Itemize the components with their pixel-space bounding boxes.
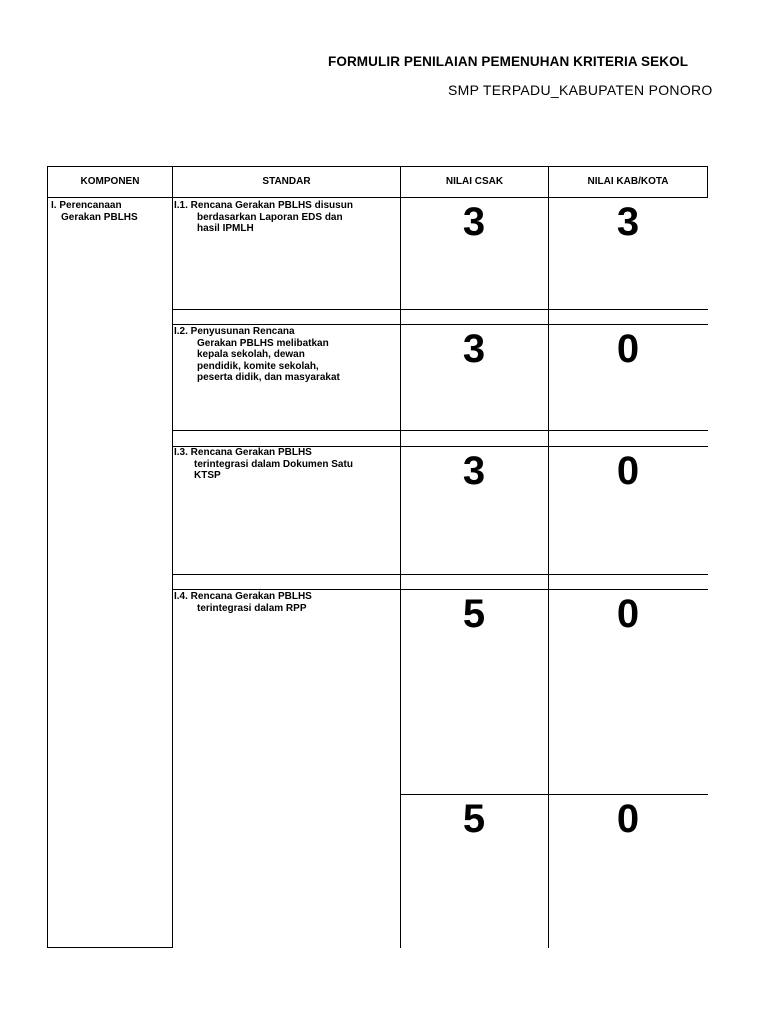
standar-cell-3: I.3. Rencana Gerakan PBLHS terintegrasi dalam Dokumen Satu KTSP	[174, 447, 353, 482]
nilai-kab-1: 3	[616, 200, 640, 244]
nilai-csak-1: 3	[462, 200, 486, 244]
nilai-kab-2: 0	[616, 327, 640, 371]
col-header-nilai-csak: NILAI CSAK	[445, 176, 504, 187]
nilai-kab-4: 0	[616, 592, 640, 636]
standar-cell-4: I.4. Rencana Gerakan PBLHS terintegrasi dalam RPP	[174, 591, 312, 614]
col-header-komponen: KOMPONEN	[80, 176, 140, 187]
komponen-cell: I. Perencanaan Gerakan PBLHS	[51, 200, 138, 223]
standar-cell-2: I.2. Penyusunan Rencana Gerakan PBLHS melibatkan kepala sekolah, dewan pendidik, komite sekolah, peserta didik, dan masyarakat	[174, 326, 340, 384]
col-header-standar: STANDAR	[262, 176, 311, 187]
nilai-csak-5: 5	[462, 797, 486, 841]
nilai-csak-2: 3	[462, 327, 486, 371]
col-header-nilai-kab: NILAI KAB/KOTA	[587, 176, 669, 187]
standar-cell-1: I.1. Rencana Gerakan PBLHS disusun berdasarkan Laporan EDS dan hasil IPMLH	[174, 200, 353, 235]
nilai-kab-3: 0	[616, 449, 640, 493]
form-title: FORMULIR PENILAIAN PEMENUHAN KRITERIA SEKOL	[328, 54, 689, 69]
nilai-kab-5: 0	[616, 797, 640, 841]
school-subtitle: SMP TERPADU_KABUPATEN PONORO	[448, 82, 713, 98]
nilai-csak-4: 5	[462, 592, 486, 636]
nilai-csak-3: 3	[462, 449, 486, 493]
